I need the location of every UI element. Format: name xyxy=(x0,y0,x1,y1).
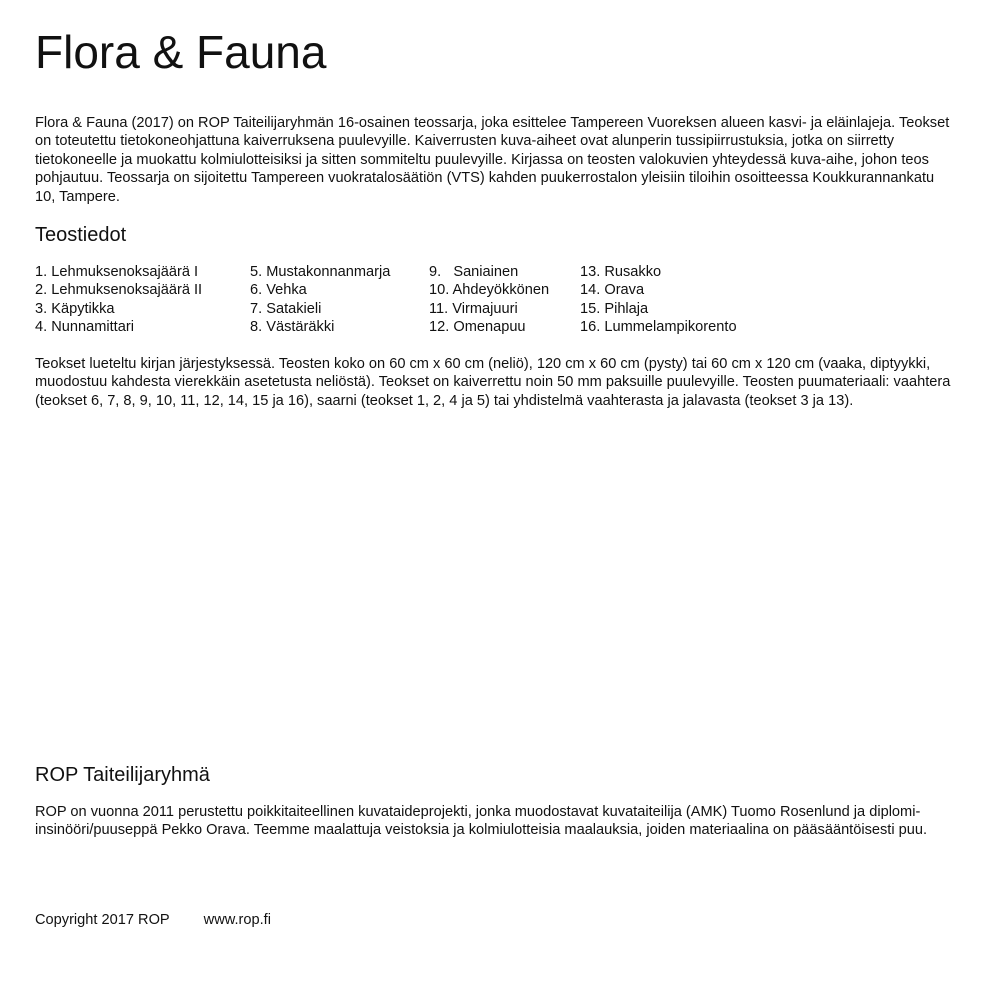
works-heading: Teostiedot xyxy=(35,224,127,246)
work-item: 11. Virmajuuri xyxy=(429,300,518,317)
work-item: 9. Saniainen xyxy=(429,264,519,280)
work-item: 16. Lummelampikorento xyxy=(580,319,737,336)
works-column-4 xyxy=(580,263,737,337)
rop-paragraph: ROP on vuonna 2011 perustettu poikkitaiteellinen kuvataideprojekti, jonka muodostavat kuvataiteilija (AMK) Tuomo Rosenlund ja diplomi-insinööri/puuseppä Pekko Orava. Teemme maalattuja veistoksia ja kolmiulotteisia maalauksia, joiden materiaalina on pääsääntöisesti puu. xyxy=(35,804,928,839)
work-item: 5. Mustakonnanmarja xyxy=(250,264,391,280)
work-item: 13. Rusakko xyxy=(580,264,662,280)
work-item: 3. Käpytikka xyxy=(35,300,115,317)
works-notes-paragraph: Teokset lueteltu kirjan järjestyksessä. Teosten koko on 60 cm x 60 cm (neliö), 120 cm x 60 cm (pysty) tai 60 cm x 120 cm (vaaka, diptyykki, muodostuu kahdesta vierekkäin asetetusta neliöstä). Teokset on kaiverrettu noin 50 mm paksuille puulevyille. Teosten puumateriaali: vaahtera (teokset 6, 7, 8, 9, 10, 11, 12, 14, 15 ja 16), saarni (teokset 1, 2, 4 ja 5) tai yhdistelmä vaahterasta ja jalavasta (teokset 3 ja 13). xyxy=(35,356,951,409)
work-item: 10. Ahdeyökkönen xyxy=(429,282,550,299)
copyright-text: Copyright 2017 ROP xyxy=(35,912,170,928)
works-column-2 xyxy=(250,263,390,337)
work-item: 12. Omenapuu xyxy=(429,319,526,336)
works-column-3 xyxy=(429,263,549,337)
work-item: 7. Satakieli xyxy=(250,300,322,317)
works-column-1 xyxy=(35,263,202,337)
work-item: 2. Lehmuksenoksajäärä II xyxy=(35,282,203,299)
website-link[interactable]: www.rop.fi xyxy=(203,912,271,928)
work-item: 1. Lehmuksenoksajäärä I xyxy=(35,264,199,280)
work-item: 14. Orava xyxy=(580,282,645,299)
rop-heading: ROP Taiteilijaryhmä xyxy=(35,764,210,786)
work-item: 8. Västäräkki xyxy=(250,319,335,336)
footer xyxy=(35,911,271,929)
page-title: Flora & Fauna xyxy=(35,26,327,78)
work-item: 4. Nunnamittari xyxy=(35,319,134,336)
intro-paragraph: Flora & Fauna (2017) on ROP Taiteilijaryhmän 16-osainen teossarja, joka esittelee Tampereen Vuoreksen alueen kasvi- ja eläinlajeja. Teokset on toteutettu tietokoneohjattuna kaiverruksena puulevyille. Kaiverrusten kuva-aiheet ovat alunperin tussipiirrustuksia, jotka on siirretty tietokoneelle ja muokattu kolmiulotteisiksi ja sitten sommiteltu puulevyille. Kirjassa on teosten valokuvien yhteydessä kuva-aihe, johon teos pohjautuu. Teossarja on sijoitettu Tampereen vuokratalosäätiön (VTS) kahden puukerrostalon yleisiin tiloihin osoitteessa Koukkurannankatu 10, Tampere. xyxy=(35,115,950,205)
work-item: 15. Pihlaja xyxy=(580,300,649,317)
work-item: 6. Vehka xyxy=(250,282,307,299)
